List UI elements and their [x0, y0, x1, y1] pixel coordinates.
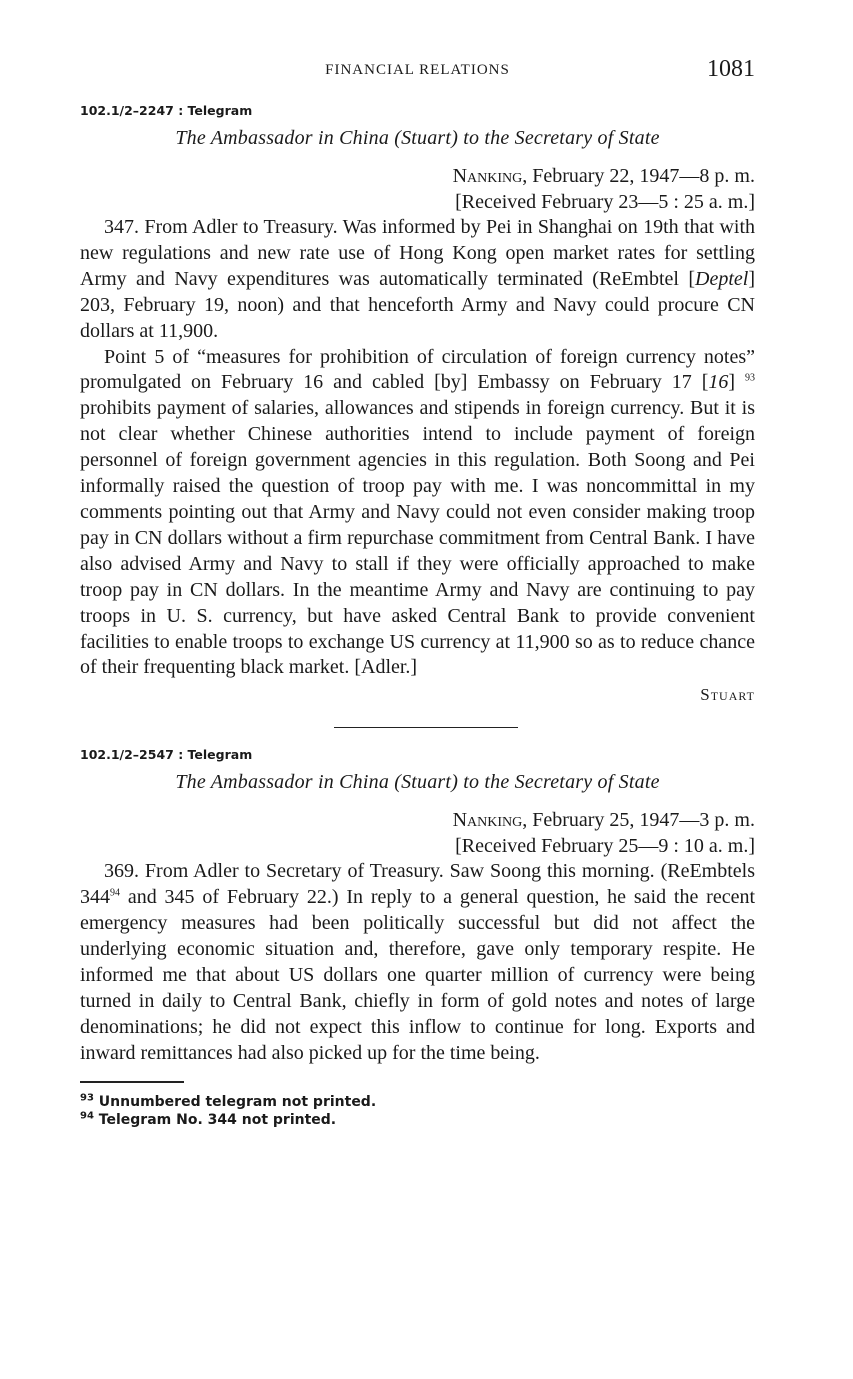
place-name: Nanking [452, 809, 523, 832]
file-reference: 102.1/2–2247 : Telegram [80, 103, 253, 118]
sent-date: , February 25, 1947—3 p. m. [522, 809, 755, 832]
text-run: and 345 of February 22.) In reply to a general question, he said the recent emergency measures had been politically successful but did not affect the underlying economic situation and, therefore, gave only temporary respite. He informed me that about US dollars one quarter million of currency were being turned in daily to Central Bank, chiefly in form of gold notes and notes of large denominations; he did not expect this inflow to continue for long. Exports and inward remittances had also picked up for the time being. [80, 886, 755, 1064]
heading-suffix: ) to the Secretary of State [451, 127, 660, 149]
footnote-marker: 94 [110, 887, 120, 899]
text-run: ] 203, February 19, noon) and that henceforth Army and Navy could procure CN dollars at 11,900. [80, 267, 755, 342]
heading-prefix: The Ambassador in China ( [175, 771, 402, 794]
file-reference: 102.1/2–2547 : Telegram [80, 747, 253, 763]
sent-date: , February 22, 1947—8 p. m. [522, 165, 755, 187]
footnotes [80, 1093, 755, 1129]
heading-name: Stuart [401, 771, 452, 794]
text-run: 369. From Adler to Secretary of Treasury. Saw Soong this morning. (ReEmbtels 344 [80, 860, 755, 909]
text-run: 347. From Adler to Treasury. Was informed by Pei in Shanghai on 19th that with new regulations and new rate use of Hong Kong open market rates for settling Army and Navy expenditures was automatically terminated (ReEmbtel [ [80, 216, 755, 290]
place-name: Nanking [452, 165, 523, 187]
received-line: [Received February 25—9 : 10 a. m.] [455, 835, 755, 858]
document-page [80, 56, 755, 1129]
sent-line [80, 807, 755, 833]
heading-suffix: ) to the Secretary of State [451, 771, 660, 794]
footnote-text: Unnumbered telegram not printed. [98, 1093, 377, 1110]
sent-line [80, 163, 755, 189]
page-number: 1081 [707, 56, 755, 82]
dateline [80, 163, 755, 215]
footnote-rule [80, 1081, 184, 1083]
received-line: [Received February 23—5 : 25 a. m.] [455, 191, 755, 213]
running-title: FINANCIAL RELATIONS [325, 62, 510, 78]
footnote [80, 1093, 755, 1111]
telegram-section-2 [80, 747, 755, 1066]
paragraph [80, 215, 755, 345]
telegram-body [80, 859, 755, 1066]
document-heading [80, 125, 755, 151]
footnote-number: 94 [80, 1109, 94, 1121]
running-head [80, 56, 755, 88]
heading-prefix: The Ambassador in China ( [175, 127, 402, 149]
text-run: prohibits payment of salaries, allowances and stipends in foreign currency. But it is not clear whether Chinese authorities intend to include payment of foreign personnel of foreign government agencies in this regulation. Both Soong and Pei informally raised the question of troop pay with me. I was noncommittal in my comments pointing out that Army and Navy could not even consider making troop pay in CN dollars without a firm repurchase commitment from Central Bank. I have also advised Army and Navy to stall if they were officially approached to make troop pay in CN dollars. In the meantime Army and Navy are continuing to pay troops in U. S. currency, but have asked Central Bank to provide convenient facilities to enable troops to exchange US currency at 11,900 so as to reduce chance of their frequenting black market. [Adler.] [80, 397, 755, 679]
paragraph: Point 5 of “measures for prohibition of circulation of foreign currency notes” promulgated on February 16 and cabled [by] Embassy on February 17 [16] $^{93}$ prohibits payment of salaries, allowances and stipends in foreign currency. But it is not clear whether Chinese authorities intend to include payment of foreign personnel of foreign government agencies in this regulation. Both Soong and Pei informally raised the question of troop pay with me. I was noncommittal in my comments pointing out that Army and Navy could not even consider making troop pay in CN dollars without a firm repurchase commitment from Central Bank. I have also advised Army and Navy to stall if they were officially approached to make troop pay in CN dollars. In the meantime Army and Navy are continuing to pay troops in U. S. currency, but have asked Central Bank to provide convenient facilities to enable troops to exchange US currency at 11,900 so as to reduce chance of their frequenting black market. [Adler.] [80, 345, 755, 679]
telegram-section-1 [80, 103, 755, 707]
footnote [80, 1111, 755, 1129]
heading-name: Stuart [401, 127, 452, 149]
paragraph [80, 859, 755, 1066]
document-heading [80, 769, 755, 795]
text-run: Point 5 of “measures for prohibition of circulation of foreign currency notes” promulgated on February 16 and cabled [by] Embassy on February 17 [ [80, 345, 755, 394]
signature: Stuart [700, 685, 755, 705]
italic-text: Deptel [695, 267, 749, 290]
section-divider [334, 727, 518, 728]
telegram-body [80, 215, 755, 681]
footnote-marker: 93 [744, 372, 755, 384]
italic-text: 16 [708, 371, 729, 394]
footnote-number: 93 [80, 1091, 94, 1103]
dateline [80, 807, 755, 859]
footnote-text: Telegram No. 344 not printed. [98, 1111, 337, 1128]
